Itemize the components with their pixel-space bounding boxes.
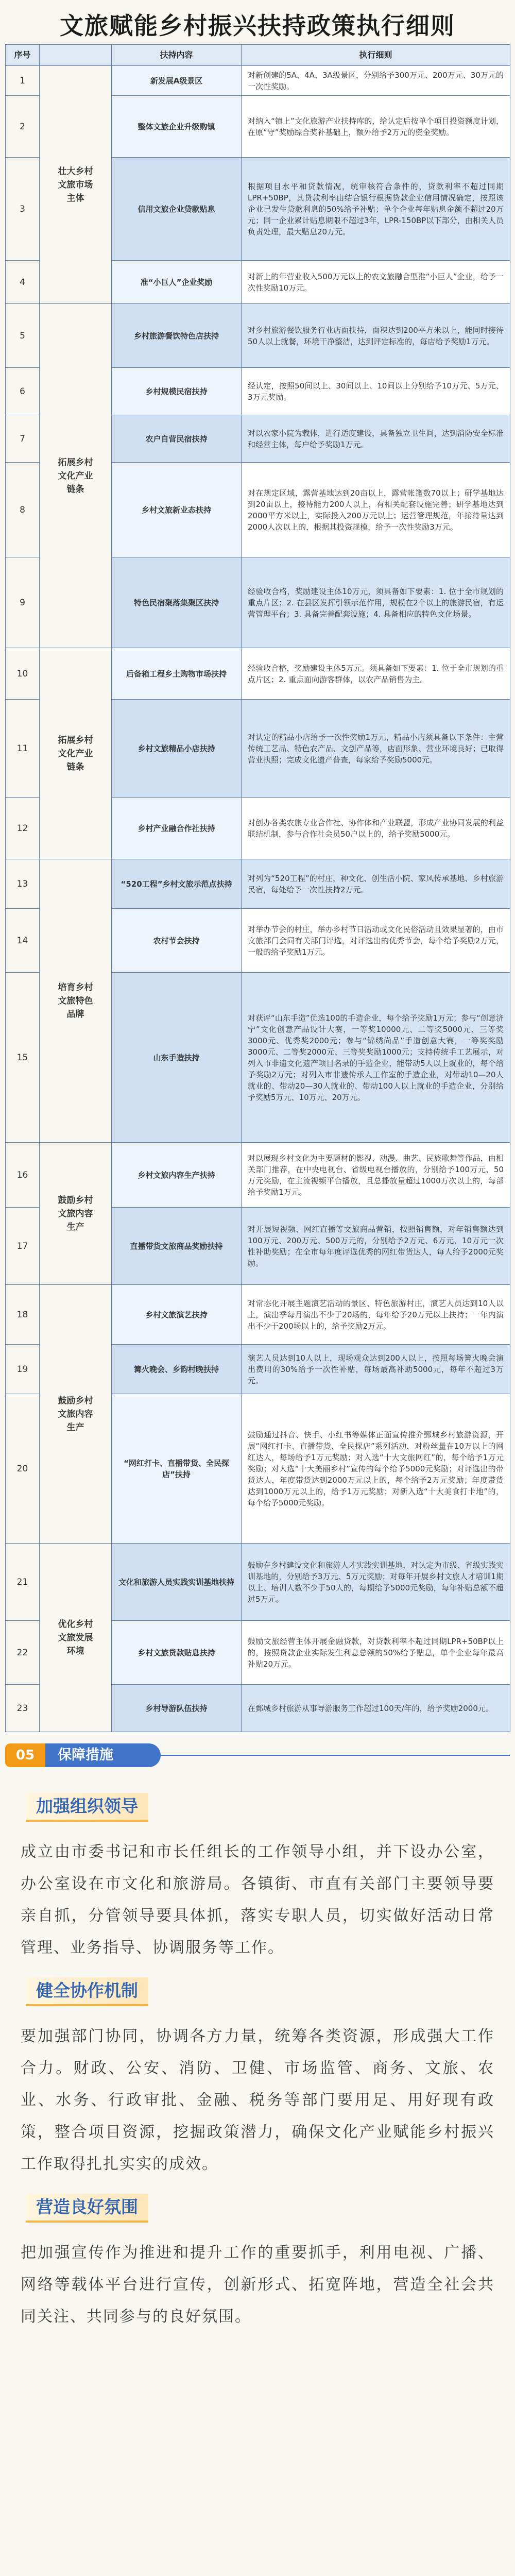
row-detail: 对创办各类农旅专业合作社、协作体和产业联盟，形成产业协同发展的利益联结机制，参与合作社会员50户以上的，给予奖励5000元。 bbox=[242, 798, 510, 859]
table-row bbox=[6, 1544, 510, 1621]
header-detail: 执行细则 bbox=[242, 45, 510, 66]
row-num: 14 bbox=[6, 909, 40, 973]
row-item: 准“小巨人”企业奖励 bbox=[112, 261, 242, 304]
row-detail: 鼓励文旅经营主体开展金融贷款，对贷款利率不超过同期LPR+50BP以上的，按照贷款企业实际发生利息总额的50%给予贴息，单个企业每年最高补贴20万元。 bbox=[242, 1621, 510, 1685]
row-item: 山东手造扶持 bbox=[112, 973, 242, 1143]
category-cell: 鼓励乡村文旅内容生产 bbox=[40, 1285, 112, 1544]
table-row bbox=[6, 304, 510, 368]
subsection-text: 把加强宣传作为推进和提升工作的重要抓手，利用电视、广播、网络等载体平台进行宣传，创新形式、拓宽阵地，营造全社会共同关注、共同参与的良好氛围。 bbox=[21, 2244, 494, 2326]
row-detail: 对乡村旅游餐饮服务行业店面扶持，面积达到200平方米以上，能同时接待50人以上就餐，环境干净整洁，达到评定标准的，每店给予奖励1万元。 bbox=[242, 304, 510, 368]
row-num: 22 bbox=[6, 1621, 40, 1685]
row-detail: 对开展短视频、网红直播等文旅商品营销，按照销售额，对年销售额达到100万元、200万元、500万元的，分别给予2万元、6万元、10万元一次性补助奖励；在全市每年度评选优秀的网红带货达人，每人给予2000元奖励。 bbox=[242, 1208, 510, 1285]
row-num: 4 bbox=[6, 261, 40, 304]
row-num: 8 bbox=[6, 463, 40, 557]
row-num: 20 bbox=[6, 1394, 40, 1544]
subsection-heading: 健全协作机制 bbox=[26, 1977, 148, 2006]
row-detail: 鼓励通过抖音、快手、小红书等媒体正面宣传推介鄄城乡村旅游资源，开展“网红打卡、直播带货、全民探店”系列活动，对粉丝量在10万以上的网红达人，每场给予1万元奖励；对入选“十大文旅网红”的，每个给予1万元奖励；对人选“十大美丽乡村”宣传的每个给予5000元奖励；对评选出的带货达人，年度带货达到2000万元以上的，每个给予2万元奖励；年度带货达到1000万元以上的，给予1万元奖励；对新入选“十大美食打卡地”的，每个给予5000元奖励。 bbox=[242, 1394, 510, 1544]
table-row bbox=[6, 648, 510, 700]
table-row bbox=[6, 66, 510, 96]
subsection-heading: 营造良好氛围 bbox=[26, 2194, 148, 2223]
row-detail: 对新上的年营业收入500万元以上的农文旅融合型准“小巨人”企业，给予一次性奖励10万元。 bbox=[242, 261, 510, 304]
row-detail: 对以展现乡村文化为主要题材的影视、动漫、曲艺、民族歌舞等作品，由相关部门推荐，在中央电视台、省级电视台播放的，分别给予100万元、50万元奖励，在主流视频平台播放，且总播放量超过1000万次以上的，每部给予奖励1万元。 bbox=[242, 1143, 510, 1208]
row-num: 6 bbox=[6, 368, 40, 415]
row-detail: 对在规定区域，露营基地达到20亩以上，露营帐篷数70以上；研学基地达到20亩以上，接待能力200人以上，有相关配套设施完善；研学基地达到2000平方米以上，实际投入200万元以上；运营管理规范，年接待量达到2000人次以上的，根据其投资规模，给予一次性奖励3万元。 bbox=[242, 463, 510, 557]
row-detail: 对获评“山东手造”优选100的手造企业，每个给予奖励1万元；参与“创意济宁”文化创意产品设计大赛，一等奖10000元、二等奖5000元、三等奖3000元、优秀奖2000元；参与“锦绣尚品”手造创意大赛，一等奖奖励3000元、二等奖2000元、三等奖奖励1000元；支持传统手工艺展示，对列入市非遗文化遗产项目名录的手造企业，能带动5人以上就业的，每个给予奖励2万元；对列入市非遗传承人工作室的手造企业，对带动10—20人就业的、带动20—30人就业的、带动100人以上就业的手造企业，分别给予奖励5万元、10万元、20万元。 bbox=[242, 973, 510, 1143]
subsection-organization bbox=[0, 1793, 515, 1964]
row-num: 18 bbox=[6, 1285, 40, 1345]
row-item: 篝火晚会、乡韵村晚扶持 bbox=[112, 1345, 242, 1394]
row-num: 15 bbox=[6, 973, 40, 1143]
row-item: 乡村文旅贷款贴息扶持 bbox=[112, 1621, 242, 1685]
section-number: 05 bbox=[5, 1743, 45, 1767]
table-row bbox=[6, 859, 510, 909]
row-item: 直播带货文旅商品奖励扶持 bbox=[112, 1208, 242, 1285]
row-detail: 鼓励在乡村建设文化和旅游人才实践实训基地，对认定为市级、省级实践实训基地的，分别给予3万元、5万元奖励；对每年开展乡村文旅人才培训1期以上、培训人数不少于50人的，每期给予5000元奖励，每年补贴总额不超过5万元。 bbox=[242, 1544, 510, 1621]
row-item: 乡村文旅新业态扶持 bbox=[112, 463, 242, 557]
row-num: 19 bbox=[6, 1345, 40, 1394]
row-num: 2 bbox=[6, 96, 40, 158]
row-detail: 在鄄城乡村旅游从事导游服务工作超过100天/年的，给予奖励2000元。 bbox=[242, 1685, 510, 1732]
row-item: “网红打卡、直播带货、全民探店”扶持 bbox=[112, 1394, 242, 1544]
row-item: 文化和旅游人员实践实训基地扶持 bbox=[112, 1544, 242, 1621]
row-item: 农村节会扶持 bbox=[112, 909, 242, 973]
row-item: 乡村文旅内容生产扶持 bbox=[112, 1143, 242, 1208]
row-item: 乡村旅游餐饮特色店扶持 bbox=[112, 304, 242, 368]
table-row bbox=[6, 1143, 510, 1208]
section-divider bbox=[154, 1755, 510, 1756]
row-item: 农户自营民宿扶持 bbox=[112, 415, 242, 463]
row-item: 乡村文旅演艺扶持 bbox=[112, 1285, 242, 1345]
row-detail: 对认定的精品小店给予一次性奖励1万元，精品小店须具备以下条件：主营传统工艺品、特色农产品、文创产品等，店面形象、营业环境良好；已取得营业执照；完成文化遗产普查，每家给予奖励5000元。 bbox=[242, 700, 510, 798]
row-num: 7 bbox=[6, 415, 40, 463]
category-cell: 培育乡村文旅特色品牌 bbox=[40, 859, 112, 1143]
row-num: 21 bbox=[6, 1544, 40, 1621]
row-item: 乡村规模民宿扶持 bbox=[112, 368, 242, 415]
row-detail: 经验收合格，奖励建设主体5万元。须具备如下要素：1. 位于全市规划的重点片区；2. 重点面向游客群体，以农产品销售为主。 bbox=[242, 648, 510, 700]
subsection-text: 要加强部门协同，协调各方力量，统筹各类资源，形成强大工作合力。财政、公安、消防、卫健、市场监管、商务、文旅、农业、水务、行政审批、金融、税务等部门要用足、用好现有政策，整合项目资源，挖掘政策潜力，确保文化产业赋能乡村振兴工作取得扎扎实实的成效。 bbox=[21, 2027, 494, 2173]
page-title: 文旅赋能乡村振兴扶持政策执行细则 bbox=[60, 12, 455, 40]
row-detail: 对列为“520工程”的村庄，种文化、创生活小院、家风传承基地、乡村旅游民宿，每处给予一次性扶持2万元。 bbox=[242, 859, 510, 909]
row-num: 9 bbox=[6, 557, 40, 648]
row-item: 乡村导游队伍扶持 bbox=[112, 1685, 242, 1732]
table-row bbox=[6, 1285, 510, 1345]
row-detail: 经验收合格，奖励建设主体10万元，须具备如下要素：1. 位于全市规划的重点片区；2. 在县区发挥引领示范作用，规模在2个以上的旅游民宿，有运营管理平台；3. 具备完善配套设施；4. 具备相应的特色文化场景。 bbox=[242, 557, 510, 648]
row-item: 特色民宿聚落集聚区扶持 bbox=[112, 557, 242, 648]
category-cell: 拓展乡村文化产业链条 bbox=[40, 304, 112, 648]
subsection-text: 成立由市委书记和市长任组长的工作领导小组，并下设办公室，办公室设在市文化和旅游局。各镇街、市直有关部门主要领导要亲自抓，分管领导要具体抓，落实专职人员，切实做好活动日常管理、业务指导、协调服务等工作。 bbox=[21, 1843, 494, 1957]
row-num: 10 bbox=[6, 648, 40, 700]
row-num: 13 bbox=[6, 859, 40, 909]
policy-table bbox=[5, 44, 510, 1732]
row-detail: 对常态化开展主题演艺活动的景区、特色旅游村庄，演艺人员达到10人以上，演出季每月演出不少于20场的，每年给予20万元以上扶持；一年内演出不少于200场以上的，给予奖励2万元。 bbox=[242, 1285, 510, 1345]
row-item: 整体文旅企业升级购镇 bbox=[112, 96, 242, 158]
row-item: “520工程”乡村文旅示范点扶持 bbox=[112, 859, 242, 909]
row-detail: 经认定，按照50间以上、30间以上、10间以上分别给予10万元、5万元、3万元奖励。 bbox=[242, 368, 510, 415]
row-num: 3 bbox=[6, 158, 40, 261]
category-cell: 鼓励乡村文旅内容生产 bbox=[40, 1143, 112, 1285]
category-cell: 拓展乡村文化产业链条 bbox=[40, 648, 112, 859]
row-num: 1 bbox=[6, 66, 40, 96]
row-num: 11 bbox=[6, 700, 40, 798]
subsection-atmosphere bbox=[0, 2194, 515, 2333]
category-cell: 壮大乡村文旅市场主体 bbox=[40, 66, 112, 304]
row-item: 乡村文旅精品小店扶持 bbox=[112, 700, 242, 798]
row-num: 16 bbox=[6, 1143, 40, 1208]
row-detail: 对纳入“镇上”文化旅游产业扶持库的，给认定后按单个项目投资额度计划，在原“守”奖励综合奖补基础上，额外给予2万元的资金奖励。 bbox=[242, 96, 510, 158]
row-num: 5 bbox=[6, 304, 40, 368]
row-item: 乡村产业融合作社扶持 bbox=[112, 798, 242, 859]
section-title: 保障措施 bbox=[45, 1743, 161, 1767]
row-detail: 对举办节会的村庄，举办乡村节日活动或文化民俗活动且效果显著的，由市文旅部门会同有关部门评选，对评选出的优秀节会，每个给予奖励2万元，一般的给予奖励1万元。 bbox=[242, 909, 510, 973]
row-detail: 对以农家小院为载体，进行适度建设，具备独立卫生间，达到消防安全标准和经营主体，每户给予奖励1万元。 bbox=[242, 415, 510, 463]
row-detail: 演艺人员达到10人以上，现场观众达到200人以上，按照每场篝火晚会演出费用的30%给予一次性补贴，每场最高补助5000元，每年不超过3万元。 bbox=[242, 1345, 510, 1394]
subsection-heading: 加强组织领导 bbox=[26, 1793, 148, 1822]
row-num: 23 bbox=[6, 1685, 40, 1732]
header-category bbox=[40, 45, 112, 66]
category-cell: 优化乡村文旅发展环境 bbox=[40, 1544, 112, 1732]
row-item: 信用文旅企业贷款贴息 bbox=[112, 158, 242, 261]
row-num: 17 bbox=[6, 1208, 40, 1285]
header-num: 序号 bbox=[6, 45, 40, 66]
subsection-cooperation bbox=[0, 1977, 515, 2180]
row-detail: 对新创建的5A、4A、3A级景区，分别给予300万元、200万元、30万元的一次性奖励。 bbox=[242, 66, 510, 96]
row-item: 新发展A级景区 bbox=[112, 66, 242, 96]
table-header-row bbox=[6, 45, 510, 66]
row-item: 后备箱工程乡土购物市场扶持 bbox=[112, 648, 242, 700]
row-num: 12 bbox=[6, 798, 40, 859]
row-detail: 根据项目水平和贷款情况，统审核符合条件的，贷款利率不超过同期LPR+50BP，其贷款利率由结合银行根据贷款企业信用情况确定，按照该企业已发生贷款利息的50%给予补贴；单个企业每年贴息金额不超过20万元；同一企业累计贴息期限不超过3年，LPR-150BP以下部分，由相关人员负责处理，最大贴息20万元。 bbox=[242, 158, 510, 261]
header-item: 扶持内容 bbox=[112, 45, 242, 66]
section-header bbox=[0, 1737, 515, 1774]
